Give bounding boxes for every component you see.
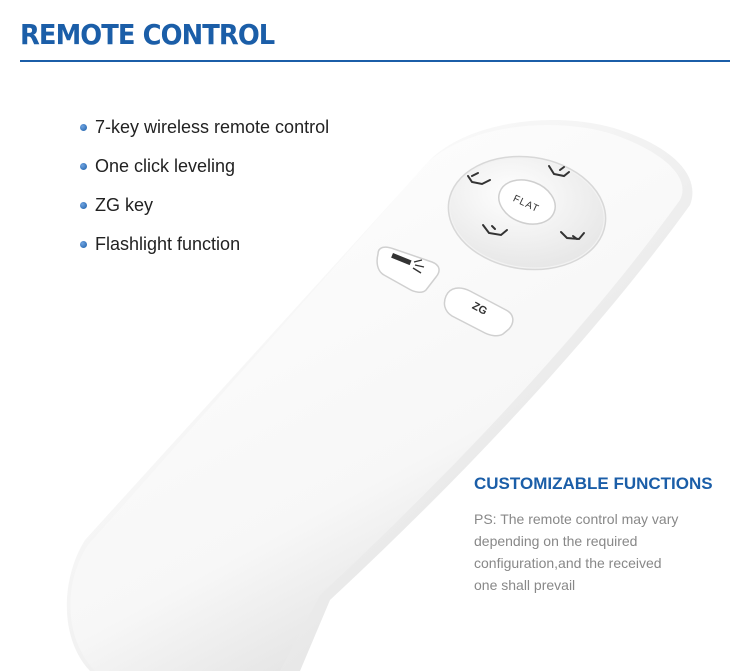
customizable-note — [474, 508, 714, 596]
note-line: depending on the required — [474, 533, 638, 549]
feature-label: One click leveling — [95, 156, 236, 176]
note-line: one shall prevail — [474, 577, 576, 593]
note-line: configuration,and the received — [474, 555, 662, 571]
note-line: PS: The remote control may vary — [474, 511, 679, 527]
zg-key-label: ZG — [469, 299, 490, 318]
customizable-title: CUSTOMIZABLE FUNCTIONS — [474, 474, 713, 493]
page-title: REMOTE CONTROL — [20, 18, 275, 51]
feature-label: Flashlight function — [95, 234, 241, 254]
feature-label: ZG key — [95, 195, 154, 215]
feature-label: 7-key wireless remote control — [95, 117, 330, 137]
flat-key-label: FLAT — [511, 193, 541, 216]
